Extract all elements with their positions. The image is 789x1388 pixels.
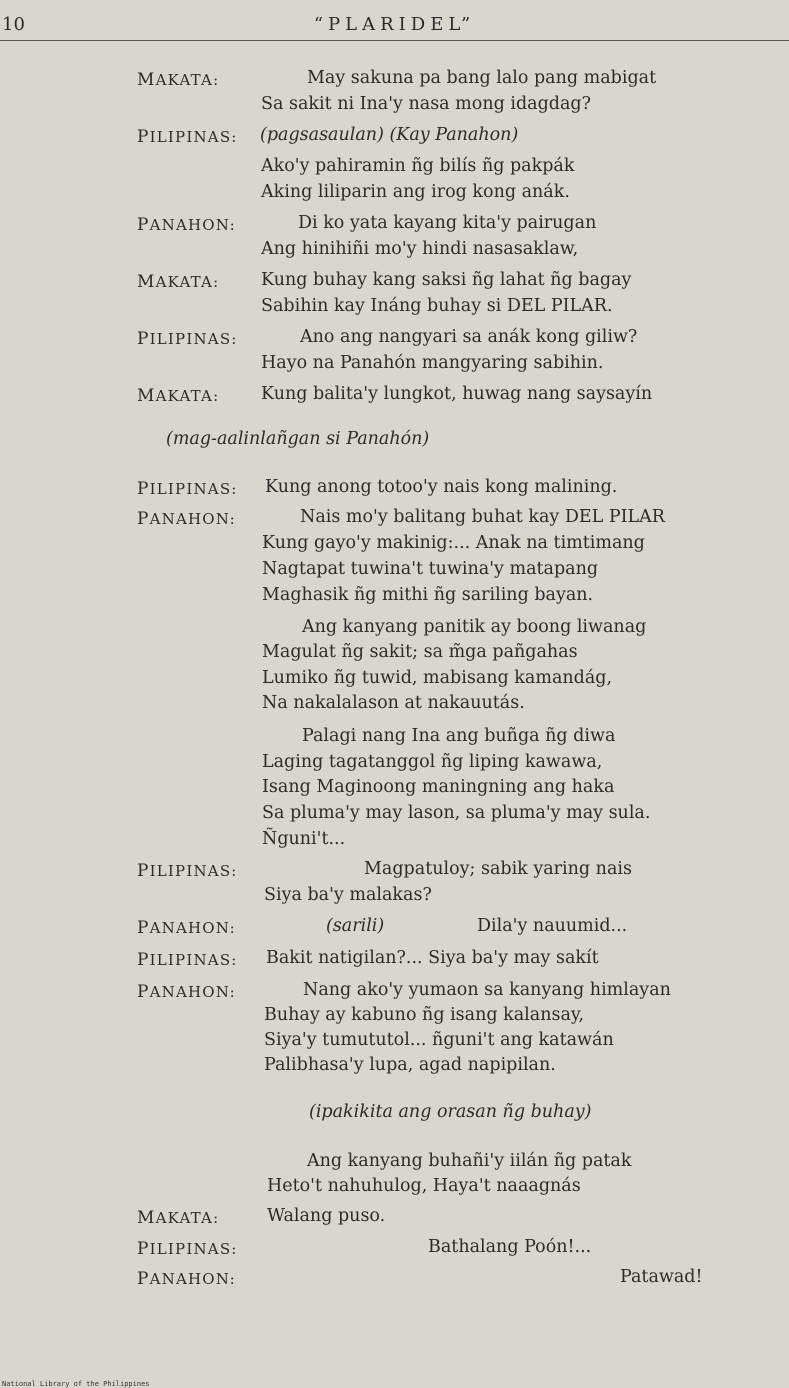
verse-line: Dila'y nauumid... — [477, 916, 628, 936]
verse-line: Siya ba'y malakas? — [264, 885, 432, 905]
speaker-label: PANAHON: — [137, 215, 236, 235]
verse-line: May sakuna pa bang lalo pang mabigat — [307, 68, 657, 88]
verse-line: Nang ako'y yumaon sa kanyang himlayan — [303, 980, 671, 1000]
speaker-label: PILIPINAS: — [137, 950, 238, 970]
verse-line: Ang kanyang panitik ay boong liwanag — [302, 617, 647, 637]
page-number: 10 — [2, 14, 25, 35]
verse-line: Nagtapat tuwina't tuwina'y matapang — [262, 559, 599, 579]
verse-line: Siya'y tumututol... ñguni't ang katawán — [264, 1030, 614, 1050]
verse-line: Heto't nahuhulog, Haya't naaagnás — [267, 1176, 581, 1196]
stage-direction: (ipakikita ang orasan ñg buhay) — [309, 1102, 592, 1122]
verse-line: Kung anong totoo'y nais kong malining. — [265, 477, 618, 497]
verse-line: Di ko yata kayang kita'y pairugan — [298, 213, 597, 233]
speaker-label: PILIPINAS: — [137, 479, 238, 499]
verse-line: Magpatuloy; sabik yaring nais — [364, 859, 632, 879]
verse-line: Ano ang nangyari sa anák kong giliw? — [300, 327, 638, 347]
verse-line: Sabihin kay Ináng buhay si DEL PILAR. — [261, 296, 613, 316]
verse-line: Ñguni't... — [262, 829, 346, 849]
stage-direction: (pagsasaulan) (Kay Panahon) — [260, 125, 519, 145]
verse-line: Patawad! — [620, 1267, 703, 1287]
verse-line: Ang kanyang buhañi'y iilán ñg patak — [307, 1151, 632, 1171]
verse-line: Sa pluma'y may lason, sa pluma'y may sula. — [262, 803, 651, 823]
verse-line: Kung gayo'y makinig:... Anak na timtimang — [262, 533, 645, 553]
verse-line: Nais mo'y balitang buhat kay DEL PILAR — [300, 507, 665, 527]
verse-line: Aking liliparin ang irog kong anák. — [261, 182, 570, 202]
speaker-label: PANAHON: — [137, 982, 236, 1002]
verse-line: Hayo na Panahón mangyaring sabihin. — [261, 353, 604, 373]
speaker-label: MAKATA: — [137, 1208, 220, 1228]
stage-direction: (sarili) — [326, 916, 385, 936]
speaker-label: PILIPINAS: — [137, 329, 238, 349]
verse-line: Walang puso. — [267, 1206, 386, 1226]
page-header — [0, 14, 789, 38]
speaker-label: PILIPINAS: — [137, 127, 238, 147]
verse-line: Palagi nang Ina ang buñga ñg diwa — [302, 726, 616, 746]
speaker-label: MAKATA: — [137, 70, 220, 90]
verse-line: Kung buhay kang saksi ñg lahat ñg bagay — [261, 270, 632, 290]
library-credit: National Library of the Philippines — [2, 1380, 150, 1388]
verse-line: Bakit natigilan?... Siya ba'y may sakít — [266, 948, 599, 968]
speaker-label: MAKATA: — [137, 386, 220, 406]
speaker-label: PILIPINAS: — [137, 861, 238, 881]
verse-line: Kung balita'y lungkot, huwag nang saysayín — [261, 384, 653, 404]
verse-line: Bathalang Poón!... — [428, 1237, 592, 1257]
running-title: “PLARIDEL” — [313, 14, 476, 35]
speaker-label: PANAHON: — [137, 509, 236, 529]
verse-line: Isang Maginoong maningning ang haka — [262, 777, 615, 797]
verse-line: Ako'y pahiramin ñg bilís ñg pakpák — [261, 156, 575, 176]
verse-line: Na nakalalason at nakauutás. — [262, 693, 525, 713]
stage-direction: (mag-aalinlañgan si Panahón) — [166, 429, 430, 449]
verse-line: Laging tagatanggol ñg liping kawawa, — [262, 752, 603, 772]
verse-line: Maghasik ñg mithi ñg sariling bayan. — [262, 585, 594, 605]
verse-line: Ang hinihiñi mo'y hindi nasasaklaw, — [261, 239, 579, 259]
speaker-label: PANAHON: — [137, 1269, 236, 1289]
verse-line: Magulat ñg sakit; sa m̃ga pañgahas — [262, 642, 578, 662]
verse-line: Palibhasa'y lupa, agad napipilan. — [264, 1055, 556, 1075]
speaker-label: PILIPINAS: — [137, 1239, 238, 1259]
verse-line: Lumiko ñg tuwid, mabisang kamandág, — [262, 668, 613, 688]
speaker-label: PANAHON: — [137, 918, 236, 938]
verse-line: Sa sakit ni Ina'y nasa mong idagdag? — [261, 94, 592, 114]
verse-line: Buhay ay kabuno ñg isang kalansay, — [264, 1005, 585, 1025]
header-rule — [0, 40, 789, 41]
speaker-label: MAKATA: — [137, 272, 220, 292]
